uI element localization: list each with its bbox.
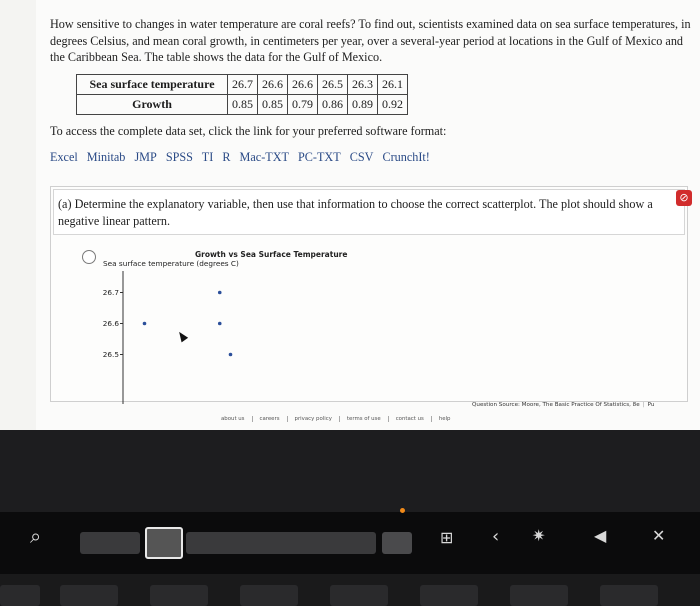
site-footer [214, 416, 457, 422]
add-tab-icon[interactable]: ⊞ [440, 528, 454, 547]
table-cell: 26.3 [348, 75, 378, 95]
table-row [77, 75, 408, 95]
format-link-r[interactable]: R [222, 150, 231, 164]
keyboard-key[interactable] [420, 585, 478, 606]
question-source [472, 402, 654, 408]
keyboard-key[interactable] [330, 585, 388, 606]
format-link-csv[interactable]: CSV [349, 150, 374, 164]
table-cell: 26.6 [258, 75, 288, 95]
table-cell: 0.85 [258, 95, 288, 115]
format-link-jmp[interactable]: JMP [134, 150, 157, 164]
touch-bar [0, 512, 700, 574]
footer-link-terms[interactable]: terms of use [340, 416, 389, 422]
question-source-trail: Pu [647, 402, 655, 408]
access-instructions: To access the complete data set, click the link for your preferred software format: [50, 124, 447, 138]
touchbar-thumbnail-selected[interactable] [145, 527, 183, 559]
format-link-ti[interactable]: TI [201, 150, 214, 164]
table-cell: 26.5 [318, 75, 348, 95]
problem-intro: How sensitive to changes in water temperature are coral reefs? To find out, scientists examined data on sea surface temperatures, in degrees Celsius, and mean coral growth, in centimeters per year, over a several-year period at locations in the Gulf of Mexico and the Caribbean Sea. The table shows the data for the Gulf of Mexico. [50, 17, 691, 64]
chart-point [229, 353, 233, 357]
scatterplot-option [95, 244, 395, 404]
format-links [50, 150, 436, 165]
mute-icon[interactable]: ✕ [652, 526, 666, 545]
table-cell: 0.86 [318, 95, 348, 115]
keyboard-key[interactable] [0, 585, 40, 606]
footer-link-privacy[interactable]: privacy policy [288, 416, 340, 422]
chart-y-tick-label: 26.6 [102, 318, 119, 328]
chart-y-tick-label: 26.7 [102, 287, 119, 297]
question-prompt-box [53, 189, 685, 235]
table-cell: 26.7 [228, 75, 258, 95]
footer-link-about[interactable]: about us [214, 416, 253, 422]
table-cell: 0.85 [228, 95, 258, 115]
volume-icon[interactable]: ◀ [594, 526, 607, 545]
search-icon[interactable]: ⌕ [30, 524, 42, 548]
format-link-mac-txt[interactable]: Mac-TXT [239, 150, 289, 164]
format-link-minitab[interactable]: Minitab [86, 150, 126, 164]
footer-link-help[interactable]: help [438, 416, 451, 422]
keyboard-key[interactable] [60, 585, 118, 606]
footer-link-careers[interactable]: careers [253, 416, 288, 422]
chart-y-tick-label: 26.5 [102, 349, 119, 359]
table-cell: 0.92 [378, 95, 408, 115]
chevron-left-icon[interactable]: ‹ [492, 526, 500, 547]
format-link-excel[interactable]: Excel [50, 150, 78, 164]
chart-point [143, 322, 147, 326]
keyboard-key[interactable] [150, 585, 208, 606]
format-link-pc-txt[interactable]: PC-TXT [298, 150, 341, 164]
chart-point [218, 291, 222, 295]
table-cell: 0.79 [288, 95, 318, 115]
footer-link-contact[interactable]: contact us [389, 416, 432, 422]
question-text: (a) Determine the explanatory variable, then use that information to choose the correct scatterplot. The plot should show a negative linear pattern. [58, 197, 653, 228]
source-divider: | [642, 402, 645, 408]
touchbar-indicator [400, 508, 405, 513]
question-source-text: Question Source: Moore, The Basic Practice Of Statistics, 8e [472, 402, 640, 408]
table-row-label: Growth [77, 95, 228, 115]
scatterplot-canvas [95, 244, 395, 404]
laptop-bezel [0, 430, 700, 512]
keyboard-key[interactable] [510, 585, 568, 606]
prohibited-icon: ⊘ [676, 190, 692, 206]
table-cell: 26.1 [378, 75, 408, 95]
table-row-label: Sea surface temperature [77, 75, 228, 95]
table-cell: 26.6 [288, 75, 318, 95]
chart-point [218, 322, 222, 326]
scatterplot-option-radio[interactable] [82, 250, 96, 264]
keyboard-key[interactable] [600, 585, 658, 606]
table-row [77, 95, 408, 115]
brightness-icon[interactable]: ✷ [532, 526, 546, 545]
touchbar-thumbnail[interactable] [382, 532, 412, 554]
format-link-spss[interactable]: SPSS [165, 150, 193, 164]
chart-y-axis-label: Sea surface temperature (degrees C) [103, 259, 239, 268]
keyboard-key[interactable] [240, 585, 298, 606]
touchbar-thumbnail[interactable] [186, 532, 376, 554]
data-table [76, 74, 408, 115]
format-link-crunchit[interactable]: CrunchIt! [382, 150, 430, 164]
table-cell: 0.89 [348, 95, 378, 115]
chart-title: Growth vs Sea Surface Temperature [195, 250, 348, 259]
touchbar-thumbnail[interactable] [80, 532, 140, 554]
